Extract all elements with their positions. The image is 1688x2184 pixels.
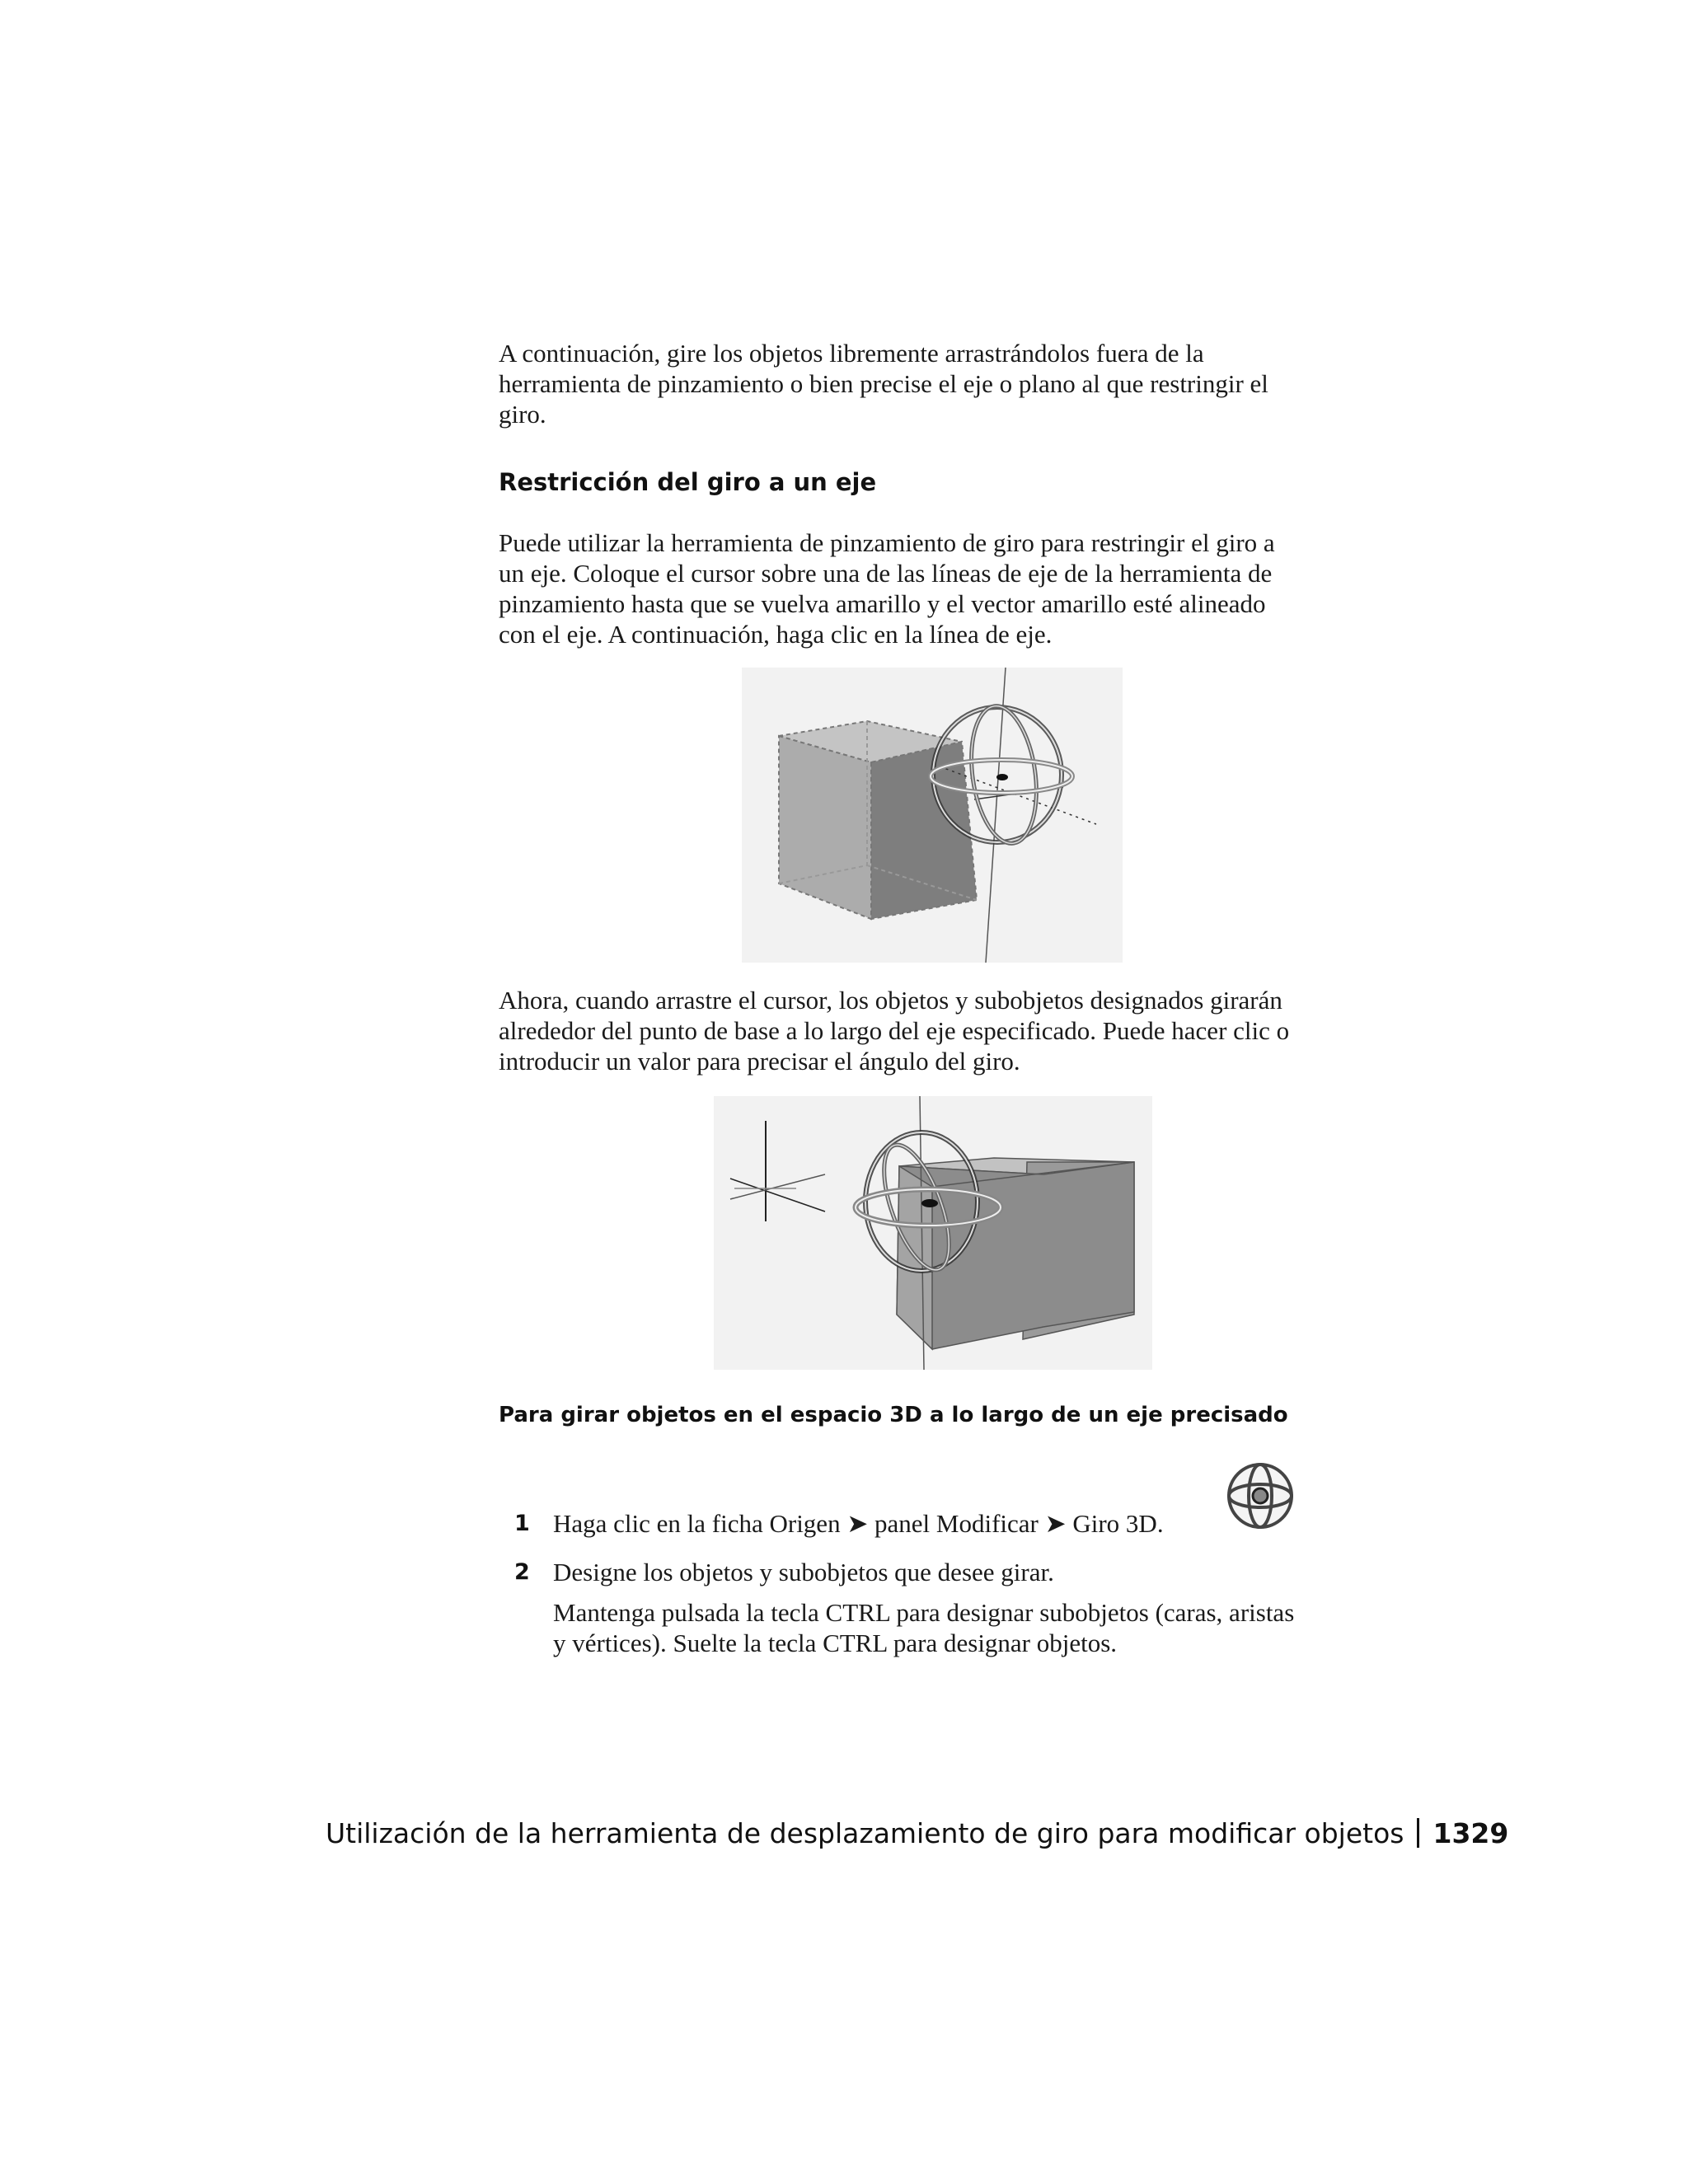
axis-line-3: pinzamiento hasta que se vuelva amarillo y el vector amarillo esté alineado — [499, 589, 1266, 618]
step-2-detail — [553, 1597, 1294, 1658]
rotate-3d-icon[interactable] — [1225, 1460, 1296, 1531]
drag-line-3: introducir un valor para precisar el ángulo del giro. — [499, 1047, 1020, 1076]
footer-title: Utilización de la herramienta de desplazamiento de giro para modificar objetos — [326, 1817, 1404, 1849]
drag-paragraph — [499, 985, 1381, 1076]
axis-line-1: Puede utilizar la herramienta de pinzamiento de giro para restringir el giro a — [499, 528, 1275, 557]
step-2-number: 2 — [514, 1559, 530, 1585]
step-2-detail-line-1: Mantenga pulsada la tecla CTRL para designar subobjetos (caras, aristas — [553, 1598, 1295, 1627]
step-2-text: Designe los objetos y subobjetos que desee girar. — [553, 1558, 1054, 1586]
step-1-text: Haga clic en la ficha Origen ➤ panel Modificar ➤ Giro 3D. — [553, 1509, 1164, 1538]
rotation-result-figure — [714, 1096, 1152, 1370]
axis-paragraph — [499, 527, 1381, 649]
intro-line-2: herramienta de pinzamiento o bien precise el eje o plano al que restringir el — [499, 369, 1268, 398]
intro-line-3: giro. — [499, 400, 546, 429]
axis-constraint-illustration — [742, 668, 1123, 963]
page-footer — [326, 1817, 1508, 1849]
step-2-detail-line-2: y vértices). Suelte la tecla CTRL para designar objetos. — [553, 1629, 1118, 1657]
axis-line-2: un eje. Coloque el cursor sobre una de las líneas de eje de la herramienta de — [499, 559, 1273, 588]
intro-line-1: A continuación, gire los objetos libremente arrastrándolos fuera de la — [499, 339, 1204, 368]
drag-line-1: Ahora, cuando arrastre el cursor, los objetos y subobjetos designados girarán — [499, 986, 1282, 1015]
section-heading: Restricción del giro a un eje — [499, 468, 877, 496]
axis-line-4: con el eje. A continuación, haga clic en la línea de eje. — [499, 620, 1053, 649]
rotation-result-illustration — [714, 1096, 1152, 1370]
axis-constraint-figure — [742, 668, 1123, 963]
footer-separator — [1417, 1818, 1419, 1848]
procedure-heading: Para girar objetos en el espacio 3D a lo largo de un eje precisado — [499, 1403, 1288, 1427]
step-1-number: 1 — [514, 1511, 530, 1536]
intro-paragraph — [499, 338, 1381, 429]
drag-line-2: alrededor del punto de base a lo largo del eje especificado. Puede hacer clic o — [499, 1016, 1290, 1045]
page-number: 1329 — [1432, 1817, 1509, 1849]
